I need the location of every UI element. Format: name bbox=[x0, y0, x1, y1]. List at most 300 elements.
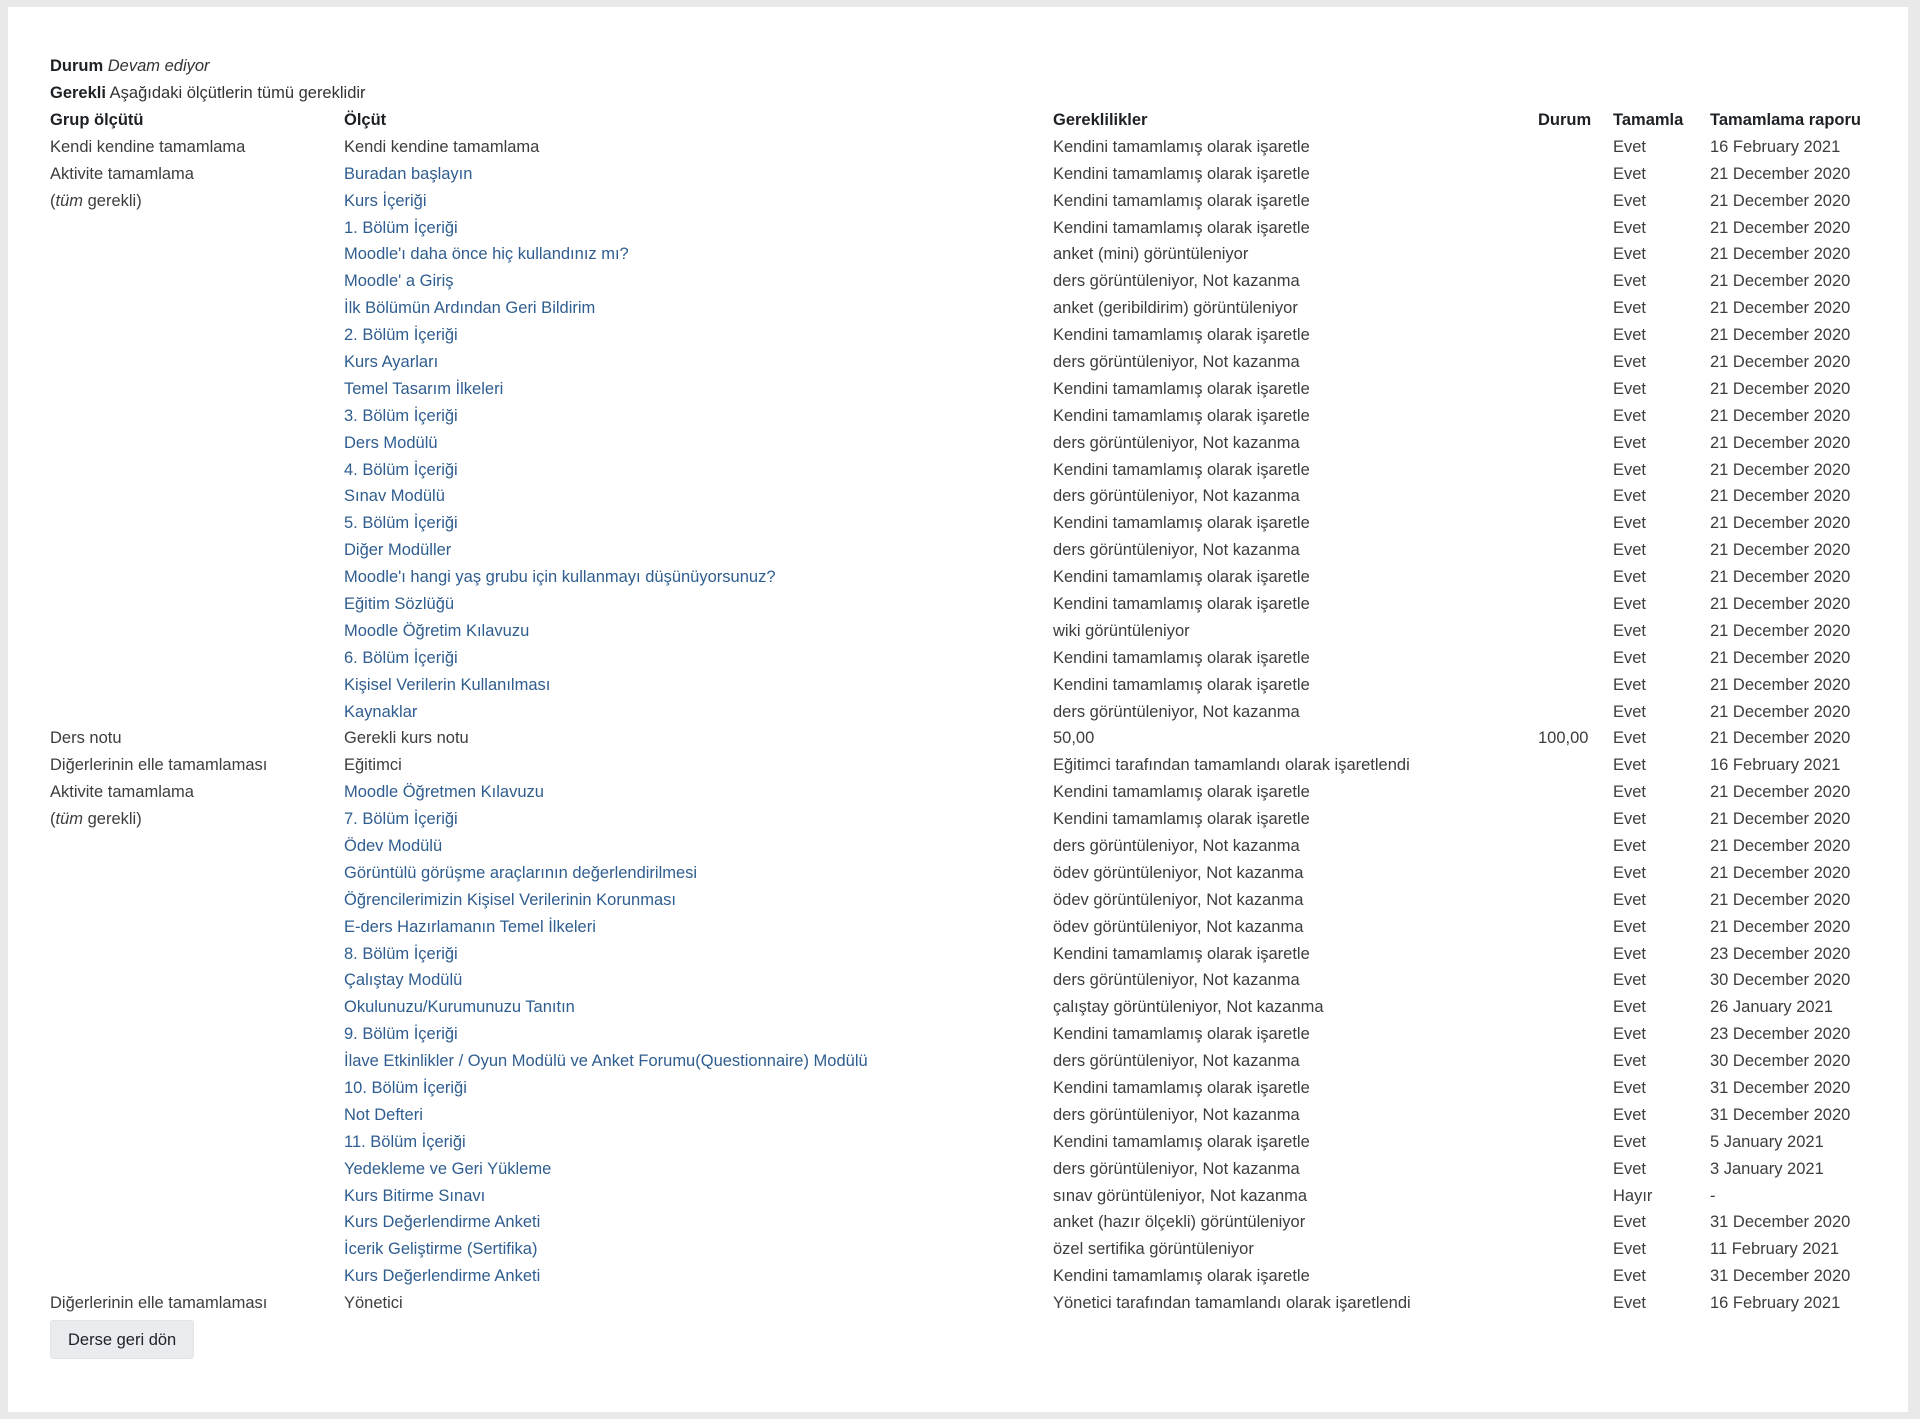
cell-criterion bbox=[344, 1210, 1053, 1237]
cell-requirement: Kendini tamamlamış olarak işaretle bbox=[1053, 514, 1310, 533]
criterion-link[interactable]: Moodle Öğretim Kılavuzu bbox=[344, 621, 530, 640]
table-row bbox=[50, 699, 1892, 726]
criterion-link[interactable]: 3. Bölüm İçeriği bbox=[344, 406, 458, 425]
back-to-course-button[interactable]: Derse geri dön bbox=[50, 1320, 194, 1359]
cell-criterion bbox=[344, 645, 1053, 672]
cell-criterion bbox=[344, 618, 1053, 645]
cell-group bbox=[50, 215, 344, 242]
required-value: Aşağıdaki ölçütlerin tümü gereklidir bbox=[109, 84, 366, 102]
cell-status bbox=[1538, 295, 1613, 322]
cell-requirement: çalıştay görüntüleniyor, Not kazanma bbox=[1053, 998, 1324, 1017]
cell-report: 21 December 2020 bbox=[1710, 487, 1851, 506]
table-row bbox=[50, 806, 1892, 833]
criterion-link[interactable]: 10. Bölüm İçeriği bbox=[344, 1079, 467, 1097]
status-line bbox=[50, 53, 1892, 80]
cell-report: 21 December 2020 bbox=[1710, 514, 1851, 533]
cell-group bbox=[50, 268, 344, 295]
cell-report: 31 December 2020 bbox=[1710, 1105, 1851, 1124]
cell-criterion: Kendi kendine tamamlama bbox=[344, 137, 540, 156]
cell-report: 23 December 2020 bbox=[1710, 944, 1851, 963]
criterion-link[interactable]: Ödev Modülü bbox=[344, 836, 443, 855]
cell-requirement: ödev görüntüleniyor, Not kazanma bbox=[1053, 917, 1304, 936]
cell-requirement: ödev görüntüleniyor, Not kazanma bbox=[1053, 863, 1304, 882]
criterion-link[interactable]: Buradan başlayın bbox=[344, 164, 473, 183]
cell-criterion bbox=[344, 887, 1053, 914]
criterion-link[interactable]: Kurs Ayarları bbox=[344, 352, 439, 371]
cell-report: 16 February 2021 bbox=[1710, 1294, 1841, 1313]
cell-report: 30 December 2020 bbox=[1710, 971, 1851, 990]
cell-status bbox=[1538, 510, 1613, 537]
table-row bbox=[50, 322, 1892, 349]
cell-criterion bbox=[344, 1263, 1053, 1290]
cell-status bbox=[1538, 537, 1613, 564]
cell-requirement: ders görüntüleniyor, Not kazanma bbox=[1053, 1105, 1300, 1124]
cell-complete: Evet bbox=[1613, 675, 1647, 694]
cell-criterion bbox=[344, 215, 1053, 242]
cell-criterion bbox=[344, 430, 1053, 457]
cell-complete: Evet bbox=[1613, 1025, 1647, 1044]
table-row bbox=[50, 483, 1892, 510]
cell-group bbox=[50, 672, 344, 699]
cell-criterion bbox=[344, 1075, 1053, 1102]
criterion-link[interactable]: 7. Bölüm İçeriği bbox=[344, 810, 458, 829]
cell-group bbox=[50, 887, 344, 914]
cell-criterion bbox=[344, 1048, 1053, 1075]
cell-report: 21 December 2020 bbox=[1710, 890, 1851, 909]
cell-group bbox=[50, 1236, 344, 1263]
cell-criterion bbox=[344, 322, 1053, 349]
cell-report: 21 December 2020 bbox=[1710, 245, 1851, 264]
criterion-link[interactable]: Moodle'ı hangi yaş grubu için kullanmayı düşünüyorsunuz? bbox=[344, 568, 776, 587]
required-line bbox=[50, 80, 1892, 107]
cell-status bbox=[1538, 215, 1613, 242]
criterion-link[interactable]: Moodle' a Giriş bbox=[344, 272, 454, 291]
table-row bbox=[50, 376, 1892, 403]
table-row bbox=[50, 510, 1892, 537]
cell-report: 23 December 2020 bbox=[1710, 1025, 1851, 1044]
cell-group bbox=[50, 968, 344, 995]
cell-complete: Evet bbox=[1613, 702, 1647, 721]
header-status: Durum bbox=[1538, 110, 1592, 129]
cell-report: 21 December 2020 bbox=[1710, 675, 1851, 694]
table-row bbox=[50, 887, 1892, 914]
table-row bbox=[50, 1210, 1892, 1237]
cell-status bbox=[1538, 241, 1613, 268]
cell-requirement: ders görüntüleniyor, Not kazanma bbox=[1053, 971, 1300, 990]
cell-group: Kendi kendine tamamlama bbox=[50, 137, 246, 156]
table-row bbox=[50, 1290, 1892, 1317]
criterion-link[interactable]: 6. Bölüm İçeriği bbox=[344, 648, 458, 667]
cell-report: 21 December 2020 bbox=[1710, 191, 1851, 210]
cell-criterion bbox=[344, 295, 1053, 322]
criterion-link[interactable]: İlk Bölümün Ardından Geri Bildirim bbox=[344, 299, 596, 318]
criterion-link[interactable]: Okulunuzu/Kurumunuzu Tanıtın bbox=[344, 998, 575, 1017]
cell-group bbox=[50, 322, 344, 349]
cell-report: 16 February 2021 bbox=[1710, 756, 1841, 775]
table-row bbox=[50, 860, 1892, 887]
cell-requirement: Eğitimci tarafından tamamlandı olarak işaretlendi bbox=[1053, 756, 1410, 775]
cell-requirement: Kendini tamamlamış olarak işaretle bbox=[1053, 944, 1310, 963]
cell-complete: Evet bbox=[1613, 433, 1647, 452]
cell-group bbox=[50, 994, 344, 1021]
cell-criterion bbox=[344, 349, 1053, 376]
cell-status bbox=[1538, 1263, 1613, 1290]
cell-complete: Evet bbox=[1613, 487, 1647, 506]
cell-status bbox=[1538, 1129, 1613, 1156]
cell-requirement: ders görüntüleniyor, Not kazanma bbox=[1053, 487, 1300, 506]
cell-report: 21 December 2020 bbox=[1710, 702, 1851, 721]
table-row bbox=[50, 1048, 1892, 1075]
criterion-link[interactable]: Not Defteri bbox=[344, 1105, 423, 1124]
cell-complete: Evet bbox=[1613, 729, 1647, 748]
cell-requirement: Kendini tamamlamış olarak işaretle bbox=[1053, 137, 1310, 156]
table-header-row bbox=[50, 107, 1892, 134]
cell-complete: Evet bbox=[1613, 1213, 1647, 1232]
cell-status bbox=[1538, 833, 1613, 860]
cell-complete: Evet bbox=[1613, 191, 1647, 210]
required-label: Gerekli bbox=[50, 84, 106, 102]
cell-requirement: Kendini tamamlamış olarak işaretle bbox=[1053, 594, 1310, 613]
cell-complete: Evet bbox=[1613, 594, 1647, 613]
cell-requirement: Kendini tamamlamış olarak işaretle bbox=[1053, 1025, 1310, 1044]
cell-criterion bbox=[344, 833, 1053, 860]
cell-status bbox=[1538, 1156, 1613, 1183]
cell-requirement: ders görüntüleniyor, Not kazanma bbox=[1053, 702, 1300, 721]
cell-requirement: ders görüntüleniyor, Not kazanma bbox=[1053, 352, 1300, 371]
criterion-link[interactable]: Temel Tasarım İlkeleri bbox=[344, 379, 504, 398]
cell-criterion bbox=[344, 914, 1053, 941]
criterion-link[interactable]: 1. Bölüm İçeriği bbox=[344, 218, 458, 237]
cell-complete: Evet bbox=[1613, 514, 1647, 533]
table-row bbox=[50, 430, 1892, 457]
cell-criterion bbox=[344, 483, 1053, 510]
cell-group: Aktivite tamamlama bbox=[50, 164, 194, 183]
criterion-link[interactable]: 2. Bölüm İçeriği bbox=[344, 326, 458, 345]
table-row bbox=[50, 161, 1892, 188]
cell-report: 21 December 2020 bbox=[1710, 541, 1851, 560]
cell-group bbox=[50, 914, 344, 941]
status-label: Durum bbox=[50, 57, 104, 75]
criterion-link[interactable]: Çalıştay Modülü bbox=[344, 971, 463, 990]
criterion-link[interactable]: E-ders Hazırlamanın Temel İlkeleri bbox=[344, 917, 596, 936]
header-requirement: Gereklilikler bbox=[1053, 110, 1148, 129]
criterion-link[interactable]: 8. Bölüm İçeriği bbox=[344, 944, 458, 963]
cell-complete: Evet bbox=[1613, 783, 1647, 802]
cell-requirement: ödev görüntüleniyor, Not kazanma bbox=[1053, 890, 1304, 909]
cell-report: 30 December 2020 bbox=[1710, 1052, 1851, 1071]
header-group: Grup ölçütü bbox=[50, 110, 144, 129]
cell-group bbox=[50, 457, 344, 484]
criterion-link[interactable]: Sınav Modülü bbox=[344, 487, 445, 506]
cell-requirement: anket (mini) görüntüleniyor bbox=[1053, 245, 1249, 264]
criteria-table bbox=[50, 107, 1892, 1317]
cell-requirement: Kendini tamamlamış olarak işaretle bbox=[1053, 460, 1310, 479]
cell-criterion bbox=[344, 1102, 1053, 1129]
cell-status bbox=[1538, 564, 1613, 591]
cell-complete: Evet bbox=[1613, 406, 1647, 425]
cell-criterion bbox=[344, 457, 1053, 484]
cell-group bbox=[50, 1021, 344, 1048]
criterion-link[interactable]: Kaynaklar bbox=[344, 702, 418, 721]
cell-criterion bbox=[344, 403, 1053, 430]
cell-group bbox=[50, 1156, 344, 1183]
cell-requirement: Kendini tamamlamış olarak işaretle bbox=[1053, 810, 1310, 829]
cell-report: 21 December 2020 bbox=[1710, 218, 1851, 237]
cell-status bbox=[1538, 457, 1613, 484]
cell-status: 100,00 bbox=[1538, 729, 1589, 748]
cell-complete: Evet bbox=[1613, 352, 1647, 371]
cell-requirement: Kendini tamamlamış olarak işaretle bbox=[1053, 568, 1310, 587]
table-row bbox=[50, 1156, 1892, 1183]
table-row bbox=[50, 1129, 1892, 1156]
table-row bbox=[50, 1263, 1892, 1290]
cell-complete: Evet bbox=[1613, 863, 1647, 882]
cell-group bbox=[50, 430, 344, 457]
table-row bbox=[50, 994, 1892, 1021]
criterion-link[interactable]: Kurs Değerlendirme Anketi bbox=[344, 1213, 541, 1232]
cell-status bbox=[1538, 591, 1613, 618]
table-row bbox=[50, 537, 1892, 564]
table-row bbox=[50, 268, 1892, 295]
cell-complete: Evet bbox=[1613, 810, 1647, 829]
cell-requirement: Kendini tamamlamış olarak işaretle bbox=[1053, 648, 1310, 667]
cell-group: (tüm gerekli) bbox=[50, 191, 142, 210]
cell-report: 5 January 2021 bbox=[1710, 1132, 1824, 1151]
table-row bbox=[50, 1183, 1892, 1210]
cell-complete: Evet bbox=[1613, 836, 1647, 855]
criterion-link[interactable]: Eğitim Sözlüğü bbox=[344, 594, 455, 613]
criterion-link[interactable]: Moodle Öğretmen Kılavuzu bbox=[344, 783, 544, 802]
cell-requirement: Kendini tamamlamış olarak işaretle bbox=[1053, 406, 1310, 425]
criterion-link[interactable]: İcerik Geliştirme (Sertifika) bbox=[344, 1240, 538, 1259]
cell-group bbox=[50, 1183, 344, 1210]
cell-group: Diğerlerinin elle tamamlaması bbox=[50, 756, 268, 775]
cell-group bbox=[50, 645, 344, 672]
cell-complete: Evet bbox=[1613, 272, 1647, 291]
table-row bbox=[50, 672, 1892, 699]
criterion-link[interactable]: 11. Bölüm İçeriği bbox=[344, 1132, 466, 1151]
criterion-link[interactable]: Kişisel Verilerin Kullanılması bbox=[344, 675, 551, 694]
criterion-link[interactable]: Moodle'ı daha önce hiç kullandınız mı? bbox=[344, 245, 629, 264]
cell-group bbox=[50, 376, 344, 403]
cell-criterion bbox=[344, 968, 1053, 995]
cell-report: 21 December 2020 bbox=[1710, 783, 1851, 802]
cell-complete: Evet bbox=[1613, 944, 1647, 963]
cell-report: 21 December 2020 bbox=[1710, 352, 1851, 371]
cell-group bbox=[50, 1129, 344, 1156]
cell-status bbox=[1538, 941, 1613, 968]
cell-requirement: özel sertifika görüntüleniyor bbox=[1053, 1240, 1254, 1259]
cell-criterion bbox=[344, 1021, 1053, 1048]
cell-complete: Evet bbox=[1613, 1052, 1647, 1071]
cell-report: 21 December 2020 bbox=[1710, 810, 1851, 829]
cell-status bbox=[1538, 752, 1613, 779]
cell-criterion bbox=[344, 699, 1053, 726]
cell-complete: Evet bbox=[1613, 971, 1647, 990]
cell-complete: Evet bbox=[1613, 218, 1647, 237]
cell-group bbox=[50, 483, 344, 510]
cell-report: 21 December 2020 bbox=[1710, 863, 1851, 882]
cell-status bbox=[1538, 134, 1613, 161]
cell-report: 16 February 2021 bbox=[1710, 137, 1841, 156]
cell-complete: Evet bbox=[1613, 568, 1647, 587]
page-frame bbox=[8, 7, 1908, 1412]
cell-report: 21 December 2020 bbox=[1710, 406, 1851, 425]
cell-report: 31 December 2020 bbox=[1710, 1213, 1851, 1232]
cell-group bbox=[50, 618, 344, 645]
cell-report: 21 December 2020 bbox=[1710, 460, 1851, 479]
cell-status bbox=[1538, 994, 1613, 1021]
cell-criterion: Gerekli kurs notu bbox=[344, 729, 469, 748]
cell-group bbox=[50, 833, 344, 860]
cell-status bbox=[1538, 403, 1613, 430]
cell-requirement: ders görüntüleniyor, Not kazanma bbox=[1053, 433, 1300, 452]
cell-criterion bbox=[344, 806, 1053, 833]
header-complete: Tamamla bbox=[1613, 110, 1684, 129]
cell-report: 3 January 2021 bbox=[1710, 1159, 1824, 1178]
criterion-link[interactable]: 9. Bölüm İçeriği bbox=[344, 1025, 458, 1044]
cell-status bbox=[1538, 1021, 1613, 1048]
cell-status bbox=[1538, 779, 1613, 806]
criterion-link[interactable]: İlave Etkinlikler / Oyun Modülü ve Anket Forumu(Questionnaire) Modülü bbox=[344, 1052, 868, 1071]
criterion-link[interactable]: Yedekleme ve Geri Yükleme bbox=[344, 1159, 552, 1178]
cell-group bbox=[50, 403, 344, 430]
cell-status bbox=[1538, 268, 1613, 295]
cell-group bbox=[50, 349, 344, 376]
cell-group: Ders notu bbox=[50, 729, 122, 748]
cell-report: 21 December 2020 bbox=[1710, 729, 1851, 748]
table-row bbox=[50, 403, 1892, 430]
cell-criterion bbox=[344, 1156, 1053, 1183]
cell-complete: Evet bbox=[1613, 541, 1647, 560]
cell-report: 21 December 2020 bbox=[1710, 433, 1851, 452]
cell-requirement: ders görüntüleniyor, Not kazanma bbox=[1053, 836, 1300, 855]
cell-criterion bbox=[344, 537, 1053, 564]
table-row bbox=[50, 134, 1892, 161]
cell-criterion bbox=[344, 941, 1053, 968]
table-row bbox=[50, 941, 1892, 968]
cell-status bbox=[1538, 806, 1613, 833]
cell-group bbox=[50, 295, 344, 322]
cell-group bbox=[50, 860, 344, 887]
cell-group bbox=[50, 537, 344, 564]
cell-criterion bbox=[344, 1183, 1053, 1210]
cell-requirement: Kendini tamamlamış olarak işaretle bbox=[1053, 675, 1310, 694]
cell-group bbox=[50, 564, 344, 591]
table-row bbox=[50, 618, 1892, 645]
cell-criterion bbox=[344, 376, 1053, 403]
cell-group: (tüm gerekli) bbox=[50, 810, 142, 829]
cell-group: Diğerlerinin elle tamamlaması bbox=[50, 1294, 268, 1313]
cell-criterion bbox=[344, 1236, 1053, 1263]
cell-requirement: Kendini tamamlamış olarak işaretle bbox=[1053, 783, 1310, 802]
cell-requirement: ders görüntüleniyor, Not kazanma bbox=[1053, 1052, 1300, 1071]
cell-complete: Evet bbox=[1613, 890, 1647, 909]
criterion-link[interactable]: Kurs İçeriği bbox=[344, 191, 427, 210]
criterion-link[interactable]: Diğer Modüller bbox=[344, 541, 452, 560]
cell-criterion: Eğitimci bbox=[344, 756, 402, 775]
cell-criterion bbox=[344, 994, 1053, 1021]
criterion-link[interactable]: Öğrencilerimizin Kişisel Verilerinin Korunması bbox=[344, 890, 676, 909]
cell-requirement: Kendini tamamlamış olarak işaretle bbox=[1053, 1079, 1310, 1097]
cell-report: 11 February 2021 bbox=[1710, 1240, 1840, 1259]
cell-report: 21 December 2020 bbox=[1710, 648, 1851, 667]
cell-criterion bbox=[344, 188, 1053, 215]
cell-criterion bbox=[344, 672, 1053, 699]
criterion-link[interactable]: Kurs Değerlendirme Anketi bbox=[344, 1267, 541, 1286]
cell-report: 21 December 2020 bbox=[1710, 917, 1851, 936]
cell-complete: Evet bbox=[1613, 998, 1647, 1017]
cell-report: 26 January 2021 bbox=[1710, 998, 1833, 1017]
cell-complete: Evet bbox=[1613, 1240, 1647, 1259]
cell-report: 31 December 2020 bbox=[1710, 1267, 1851, 1286]
cell-report: 21 December 2020 bbox=[1710, 836, 1851, 855]
table-row bbox=[50, 241, 1892, 268]
cell-requirement: Kendini tamamlamış olarak işaretle bbox=[1053, 326, 1310, 345]
criterion-link[interactable]: 4. Bölüm İçeriği bbox=[344, 460, 458, 479]
cell-report: 21 December 2020 bbox=[1710, 326, 1851, 345]
cell-group bbox=[50, 510, 344, 537]
cell-group: Aktivite tamamlama bbox=[50, 783, 194, 802]
cell-group bbox=[50, 699, 344, 726]
criterion-link[interactable]: Ders Modülü bbox=[344, 433, 438, 452]
cell-status bbox=[1538, 914, 1613, 941]
table-row bbox=[50, 779, 1892, 806]
cell-complete: Evet bbox=[1613, 460, 1647, 479]
cell-requirement: Kendini tamamlamış olarak işaretle bbox=[1053, 1267, 1310, 1286]
criterion-link[interactable]: Görüntülü görüşme araçlarının değerlendirilmesi bbox=[344, 863, 698, 882]
cell-criterion bbox=[344, 779, 1053, 806]
cell-group bbox=[50, 1263, 344, 1290]
table-row bbox=[50, 349, 1892, 376]
table-row bbox=[50, 833, 1892, 860]
cell-report: 31 December 2020 bbox=[1710, 1079, 1851, 1097]
cell-status bbox=[1538, 1183, 1613, 1210]
table-row bbox=[50, 1075, 1892, 1102]
cell-report: 21 December 2020 bbox=[1710, 164, 1851, 183]
cell-criterion bbox=[344, 510, 1053, 537]
criterion-link[interactable]: 5. Bölüm İçeriği bbox=[344, 514, 458, 533]
cell-complete: Evet bbox=[1613, 299, 1647, 318]
cell-complete: Evet bbox=[1613, 756, 1647, 775]
cell-requirement: Kendini tamamlamış olarak işaretle bbox=[1053, 1132, 1310, 1151]
cell-group bbox=[50, 1210, 344, 1237]
table-row bbox=[50, 914, 1892, 941]
cell-requirement: wiki görüntüleniyor bbox=[1053, 621, 1190, 640]
cell-group bbox=[50, 1048, 344, 1075]
cell-requirement: Kendini tamamlamış olarak işaretle bbox=[1053, 379, 1310, 398]
cell-complete: Evet bbox=[1613, 648, 1647, 667]
cell-criterion bbox=[344, 1129, 1053, 1156]
cell-status bbox=[1538, 699, 1613, 726]
table-row bbox=[50, 645, 1892, 672]
cell-report: 21 December 2020 bbox=[1710, 272, 1851, 291]
cell-status bbox=[1538, 349, 1613, 376]
cell-status bbox=[1538, 1236, 1613, 1263]
cell-requirement: anket (geribildirim) görüntüleniyor bbox=[1053, 299, 1298, 318]
table-row bbox=[50, 457, 1892, 484]
cell-criterion bbox=[344, 860, 1053, 887]
cell-status bbox=[1538, 483, 1613, 510]
cell-status bbox=[1538, 1102, 1613, 1129]
cell-complete: Evet bbox=[1613, 1159, 1647, 1178]
cell-requirement: Yönetici tarafından tamamlandı olarak işaretlendi bbox=[1053, 1294, 1411, 1313]
criterion-link[interactable]: Kurs Bitirme Sınavı bbox=[344, 1186, 486, 1205]
cell-status bbox=[1538, 1210, 1613, 1237]
cell-status bbox=[1538, 322, 1613, 349]
cell-status bbox=[1538, 968, 1613, 995]
cell-report: - bbox=[1710, 1186, 1716, 1205]
